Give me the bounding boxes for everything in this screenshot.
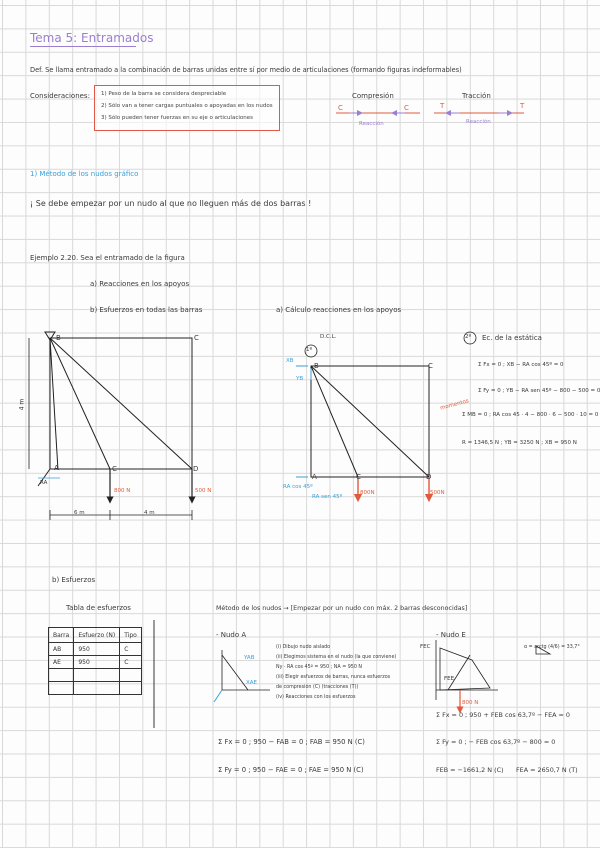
example-title: Ejemplo 2.20. Sea el entramado de la figura [30, 254, 185, 262]
node-e-load: 800 N [462, 700, 479, 706]
table-cell: 950 [74, 643, 120, 656]
table-cell [74, 682, 120, 695]
page-title: Tema 5: Entramados [30, 31, 154, 45]
span-1-label: 6 m [74, 510, 85, 516]
eq-label: Ec. de la estática [482, 334, 542, 342]
node-e-eq2: Σ Fy = 0 ; − FEB cos 63,7º − 800 = 0 [436, 738, 556, 746]
node-a-step: (iv) Reacciones con los esfuerzos [276, 695, 356, 700]
moment-note: momentos [439, 398, 470, 412]
node-e-heading: - Nudo E [436, 631, 466, 639]
node-a-reaction [214, 690, 222, 702]
example-part-b: b) Esfuerzos en todas las barras [90, 306, 203, 314]
node-e-eq1: Σ Fx = 0 ; 950 + FEB cos 63,7º − FEA = 0 [436, 711, 570, 719]
traction-reaction: Reacción [466, 119, 491, 125]
table-cell [49, 669, 74, 682]
compression-reaction: Reacción [359, 121, 384, 127]
eq-2: Σ Fy = 0 ; YB − RA sen 45º − 800 − 500 = 0 [478, 388, 600, 394]
node-a-heading: - Nudo A [216, 631, 247, 639]
dcl-node-c2: C [356, 473, 361, 481]
eq-number: 2º [465, 334, 472, 340]
dcl-node-d: D [426, 473, 432, 481]
table-row [49, 682, 142, 695]
table-header: Esfuerzo (N) [74, 628, 120, 643]
table-cell: C [120, 656, 142, 669]
dcl-load-c-label: 800N [360, 490, 375, 496]
support-label: RA [40, 480, 48, 486]
table-cell: 950 [74, 656, 120, 669]
table-cell [120, 669, 142, 682]
consideration-item: 3) Sólo pueden tener fuerzas en su eje o articulaciones [101, 115, 253, 121]
effort-table [48, 627, 142, 695]
load-c-label: 800 N [114, 488, 131, 494]
dcl-ra: RA cos 45º [283, 484, 313, 490]
node-a-yf: YAB [244, 655, 255, 661]
node-b-label: B [56, 334, 61, 342]
dcl-node-a: A [312, 473, 317, 481]
table-cell [74, 669, 120, 682]
node-e-res2: FEA = 2650,7 N (T) [516, 766, 578, 774]
node-a-step: Ny · RA cos 45º = 950 ; NA = 950 N [276, 665, 363, 670]
node-e-angle: α = arctg (4/6) = 33,7° [524, 645, 580, 650]
compression-left: C [338, 104, 343, 112]
node-a-eq2: Σ Fy = 0 ; 950 − FAE = 0 ; FAE = 950 N (C) [218, 766, 364, 774]
node-c2-label: C [112, 465, 117, 473]
dcl-truss [311, 366, 429, 477]
table-header: Tipo [120, 628, 142, 643]
traction-right: T [520, 102, 525, 110]
table-cell [49, 682, 74, 695]
part-b-title: b) Esfuerzos [52, 576, 96, 584]
node-e-fee: FEE [444, 676, 455, 682]
table-cell: AB [49, 643, 74, 656]
dcl-xb: XB [286, 358, 294, 364]
eq-3: Σ MB = 0 ; RA cos 45 · 4 − 800 · 6 − 500 · 10 = 0 [462, 412, 599, 418]
table-cell: AE [49, 656, 74, 669]
node-a-label: A [54, 464, 59, 472]
compression-title: Compresión [352, 92, 394, 100]
node-e-res1: FEB = −1661,2 N (C) [436, 766, 504, 774]
table-header: Barra [49, 628, 74, 643]
table-cell: C [120, 643, 142, 656]
table-title: Tabla de esfuerzos [66, 604, 131, 612]
node-e-fec: FEC [420, 644, 431, 650]
dcl-ra2: RA sen 45º [312, 494, 343, 500]
node-c-label: C [194, 334, 199, 342]
node-a-eq1: Σ Fx = 0 ; 950 − FAB = 0 ; FAB = 950 N (C) [218, 738, 365, 746]
dcl-yb: YB [296, 376, 304, 382]
height-label: 4 m [18, 398, 26, 411]
node-a-step: (ii) Elegimos sistema en el nudo (la que conviene) [276, 655, 397, 660]
dcl-load-d-label: 500N [430, 490, 445, 496]
traction-left: T [440, 102, 445, 110]
node-a-step: (i) Dibujo nudo aislado [276, 645, 331, 650]
considerations-label: Consideraciones: [30, 92, 90, 100]
nodes-method-title: Método de los nudos → [Empezar por un nudo con máx. 2 barras desconocidas] [216, 605, 468, 612]
node-a-step: (iii) Elegir esfuerzos de barras, nunca esfuerzos [276, 675, 391, 680]
table-cell [120, 682, 142, 695]
dcl-node-b: B [314, 362, 319, 370]
table-row [49, 656, 142, 669]
method-note: ¡ Se debe empezar por un nudo al que no lleguen más de dos barras ! [30, 199, 312, 208]
span-2-label: 4 m [144, 510, 155, 516]
calc-title: a) Cálculo reacciones en los apoyos [276, 306, 402, 314]
dcl-node-c: C [428, 362, 433, 370]
example-part-a: a) Reacciones en los apoyos [90, 280, 190, 288]
node-a-step: de compresión (C) (tracciones (T)) [276, 685, 359, 690]
table-row [49, 669, 142, 682]
table-row [49, 643, 142, 656]
load-d-label: 500 N [195, 488, 212, 494]
method-title: 1) Método de los nudos gráfico [30, 170, 139, 178]
definition-text: Def. Se llama entramado a la combinación de barras unidas entre sí por medio de articulaciones (formando figuras indeformables) [30, 66, 462, 74]
dcl-number: 1º [306, 347, 313, 353]
eq-result: R = 1346,5 N ; YB = 3250 N ; XB = 950 N [462, 440, 577, 446]
main-truss [50, 338, 192, 470]
consideration-item: 1) Peso de la barra se considera despreciable [101, 91, 227, 97]
dcl-label: D.C.L. [320, 334, 337, 340]
traction-title: Tracción [462, 92, 491, 100]
node-e-sketch [436, 640, 498, 700]
compression-right: C [404, 104, 409, 112]
node-a-xf: XAE [246, 680, 258, 686]
node-d-label: D [193, 465, 199, 473]
eq-1: Σ Fx = 0 ; XB − RA cos 45º = 0 [478, 362, 564, 368]
consideration-item: 2) Sólo van a tener cargas puntuales o apoyadas en los nudos [101, 103, 273, 109]
